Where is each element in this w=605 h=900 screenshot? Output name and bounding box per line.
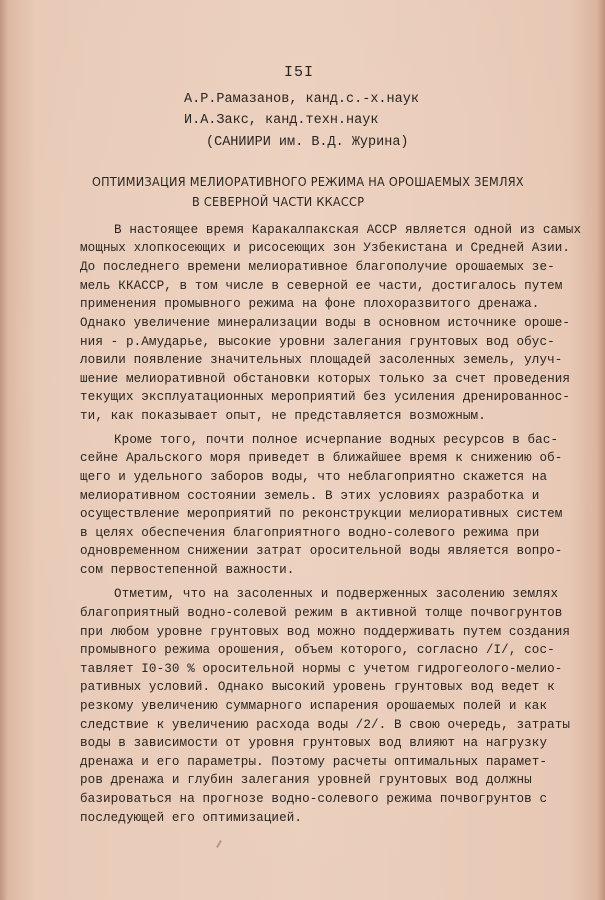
body-line: осуществление мероприятий по реконструкции мелиоративных систем xyxy=(80,507,563,521)
body-line: мощных хлопкосеющих и рисосеющих зон Узбекистана и Средней Азии. xyxy=(80,241,571,255)
body-line: резкому увеличению суммарного испарения орошаемых полей и как xyxy=(80,699,548,713)
affiliation: (САНИИРИ им. В.Д. Журина) xyxy=(206,135,409,150)
body-line: воды в зависимости от уровня грунтовых вод влияют на нагрузку xyxy=(80,736,548,750)
body-line: ров дренажа и глубин залегания уровней грунтовых вод должны xyxy=(80,773,532,787)
body-line: следствие к увеличению расхода воды /2/. В свою очередь, затраты xyxy=(80,718,571,732)
body-line: ративных условий. Однако высокий уровень грунтовых вод ведет к xyxy=(80,680,555,694)
body-line: в целях обеспечения благоприятного водно-солевого режима при xyxy=(80,526,540,540)
body-line: щего и удельного заборов воды, что неблагоприятно скажется на xyxy=(80,470,548,484)
author-2: И.А.Закс, канд.техн.наук xyxy=(184,113,379,128)
body-line: последующей его оптимизацией. xyxy=(80,811,303,825)
title-line-1: ОПТИМИЗАЦИЯ МЕЛИОРАТИВНОГО РЕЖИМА НА ОРОШАЕМЫХ ЗЕМЛЯХ xyxy=(92,174,524,189)
body-line: текущих эксплуатационных мероприятий без усиления дренированнос- xyxy=(80,390,571,404)
body-line: промывного режима орошения, объем которого, согласно /I/, сос- xyxy=(80,643,555,657)
body-line: В настоящее время Каракалпакская АССР является одной из самых xyxy=(114,223,582,237)
body-line: Отметим, что на засоленных и подверженных засолению землях xyxy=(114,587,559,601)
page-edge-right xyxy=(597,0,605,900)
author-1: А.Р.Рамазанов, канд.с.-х.наук xyxy=(184,92,419,107)
body-line: тавляет I0-30 % оросительной нормы с учетом гидрогеолого-мелио- xyxy=(80,662,563,676)
body-line: сом первостепенной важности. xyxy=(80,563,295,577)
body-line: дренажа и его параметры. Поэтому расчеты оптимальных парамет- xyxy=(80,755,548,769)
body-line: ловили появление значительных площадей засоленных земель, улуч- xyxy=(80,353,563,367)
body-line: при любом уровне грунтовых вод можно поддерживать путем создания xyxy=(80,625,571,639)
body-line: благоприятный водно-солевой режим в активной толще почвогрунтов xyxy=(80,606,563,620)
body-line: Однако увеличение минерализации воды в основном источнике ороше- xyxy=(80,316,571,330)
page-number: I5I xyxy=(284,64,315,81)
body-line: ния - р.Амударье, высокие уровни залегания грунтовых вод обус- xyxy=(80,335,555,349)
title-line-2: В СЕВЕРНОЙ ЧАСТИ ККАССР xyxy=(192,194,365,209)
body-line: применения промывного режима на фоне плохоразвитого дренажа. xyxy=(80,297,540,311)
body-line: базироваться на прогнозе водно-солевого режима почвогрунтов с xyxy=(80,792,548,806)
body-line: сейне Аральского моря приведет в ближайшее время к снижению об- xyxy=(80,451,563,465)
body-line: шение мелиоративной обстановки которых только за счет проведения xyxy=(80,372,571,386)
body-line: одновременном снижении затрат оросительной воды является вопро- xyxy=(80,544,563,558)
body-line: мелиоративном состоянии земель. В этих условиях разработка и xyxy=(80,489,540,503)
page-edge-left xyxy=(0,0,8,900)
body-line: мель ККАССР, в том числе в северной ее части, достигалось путем xyxy=(80,279,563,293)
body-line: Кроме того, почти полное исчерпание водных ресурсов в бас- xyxy=(114,433,559,447)
body-line: До последнего времени мелиоративное благополучие орошаемых зе- xyxy=(80,260,555,274)
pencil-mark xyxy=(216,840,222,848)
body-line: ти, как показывает опыт, не представляется возможным. xyxy=(80,409,486,423)
